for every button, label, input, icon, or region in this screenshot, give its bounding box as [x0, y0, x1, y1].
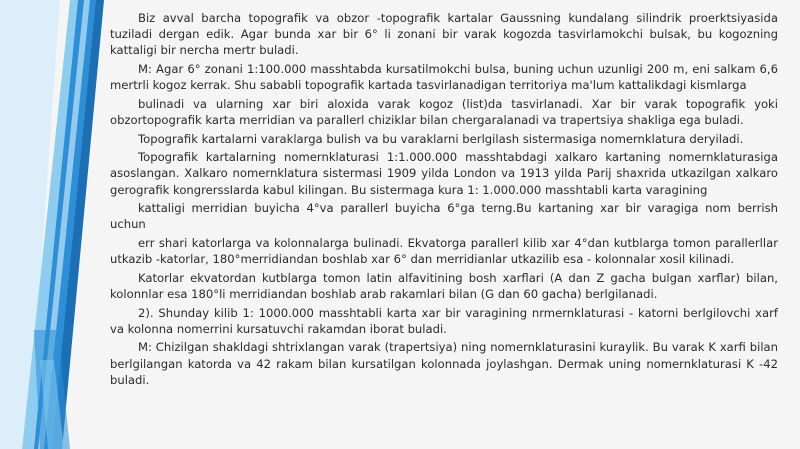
- paragraph-3: bulinadi va ularning xar biri aloxida varak kogoz (list)da tasvirlanadi. Xar bir varak topografik yoki obzortopografik karta merridian va parallerl chiziklar bilan chergaralanadi va trapertsiya shakliga ega buladi.: [110, 96, 778, 127]
- paragraph-7: err shari katorlarga va kolonnalarga bulinadi. Ekvatorga parallerl kilib xar 4°dan kutblarga tomon parallerllar utkazib -katorlar, 180°merridiandan boshlab xar 6° dan merridianlar utkazilib esa - kolonnalar xosil kilinadi.: [110, 235, 778, 267]
- paragraph-2: M: Agar 6° zonani 1:100.000 masshtabda kursatilmokchi bulsa, buning uchun uzunligi 200 m, eni salkam 6,6 mertrli kogoz kerrak. Shu sababli topografik kartada tasvirlanadigan territoriya ma'lum kattalikdagi kismlarga: [110, 62, 778, 93]
- paragraph-8: Katorlar ekvatordan kutblarga tomon latin alfavitining bosh xarflari (A dan Z gacha bulgan xarflar) bilan, kolonnlar esa 180°li merridiandan boshlab arab rakamlari bilan (G dan 60 gacha) berlgilanadi.: [110, 270, 778, 301]
- paragraph-9: 2). Shunday kilib 1: 1000.000 masshtabli karta xar bir varagining nrmernklaturasi - katorni berlgilovchi xarf va kolonna nomerrini kursatuvchi rakamdan iborat buladi.: [110, 305, 778, 336]
- paragraph-4: Topografik kartalarni varaklarga bulish va bu varaklarni berlgilash sistermasiga nomernklatura deryiladi.: [138, 131, 744, 146]
- paragraph-10: M: Chizilgan shakldagi shtrixlangan varak (trapertsiya) ning nomernklaturasini kuraylik. Bu varak K xarfi bilan berlgilangan katorda va 42 rakam bilan kursatilgan kolonnada joylashgan. Dermak uning nomernklaturasi K -42 buladi.: [110, 340, 778, 387]
- paragraph-6: kattaligi merridian buyicha 4°va parallerl buyicha 6°ga terng.Bu kartaning xar bir varagiga nom berrish uchun: [110, 201, 778, 232]
- paragraph-5: Topografik kartalarning nomernklaturasi 1:1.000.000 masshtabdagi xalkaro kartaning nomernklaturasiga asoslangan. Xalkaro nomernklatura sistermasi 1909 yilda London va 1913 yilda Parij shaxrida utkazilgan xalkaro gerografik kongrerssIarda kabul kilingan. Bu sistermaga kura 1: 1.000.000 masshtabli karta varagining: [110, 150, 778, 197]
- text-body: [110, 10, 778, 390]
- paragraph-1: Biz avval barcha topografik va obzor -topografik kartalar Gaussning kundalang silindrik proerktsiyasida tuziladi dergan edik. Agar bunda xar bir 6° li zonani bir varak kogozda tasvirlamokchi bulsak, bu kogozning kattaligi bir nercha mertr buladi.: [110, 11, 778, 58]
